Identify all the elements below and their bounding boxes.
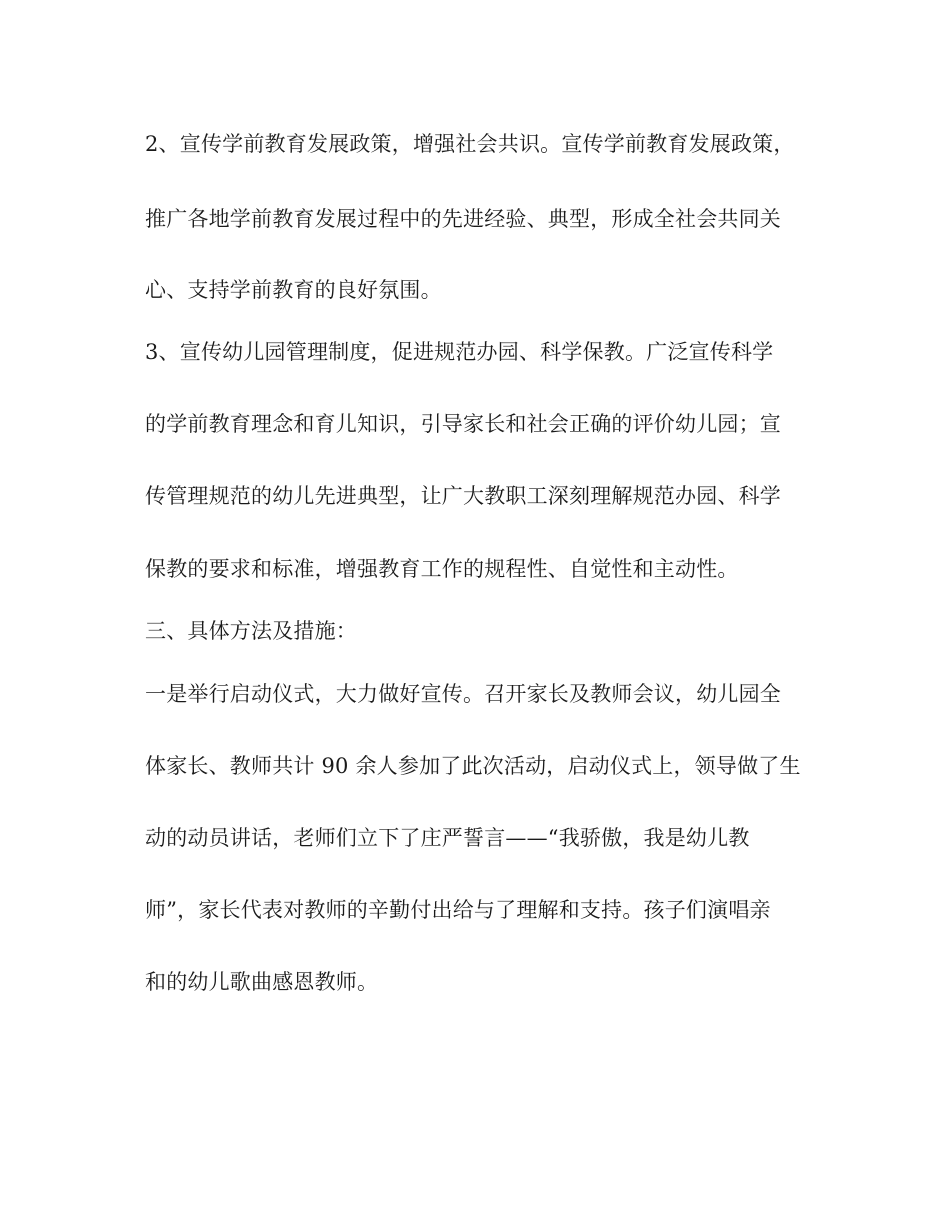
paragraph-3-line-1: 3、宣传幼儿园管理制度，促进规范办园、科学保教。广泛宣传科学 <box>145 340 774 364</box>
paragraph-3-line-3: 传管理规范的幼儿先进典型，让广大教职工深刻理解规范办园、科学 <box>145 484 781 508</box>
paragraph-4-line-5: 和的幼儿歌曲感恩教师。 <box>145 970 379 994</box>
paragraph-4-line-3: 动的动员讲话，老师们立下了庄严誓言——“我骄傲，我是幼儿教 <box>145 826 750 850</box>
paragraph-4-line-2: 体家长、教师共计 90 余人参加了此次活动，启动仪式上，领导做了生 <box>145 754 801 778</box>
paragraph-2-line-3: 心、支持学前教育的良好氛围。 <box>145 278 442 302</box>
paragraph-4-line-1: 一是举行启动仪式，大力做好宣传。召开家长及教师会议，幼儿园全 <box>145 682 781 706</box>
paragraph-2-line-2: 推广各地学前教育发展过程中的先进经验、典型，形成全社会共同关 <box>145 207 781 231</box>
section-heading: 三、具体方法及措施： <box>145 619 357 643</box>
paragraph-2-line-1: 2、宣传学前教育发展政策，增强社会共识。宣传学前教育发展政策， <box>145 132 795 156</box>
paragraph-3-line-4: 保教的要求和标准，增强教育工作的规程性、自觉性和主动性。 <box>145 557 739 581</box>
paragraph-4-line-4: 师”，家长代表对教师的辛勤付出给与了理解和支持。孩子们演唱亲 <box>145 898 771 922</box>
paragraph-3-line-2: 的学前教育理念和育儿知识，引导家长和社会正确的评价幼儿园；宣 <box>145 412 781 436</box>
